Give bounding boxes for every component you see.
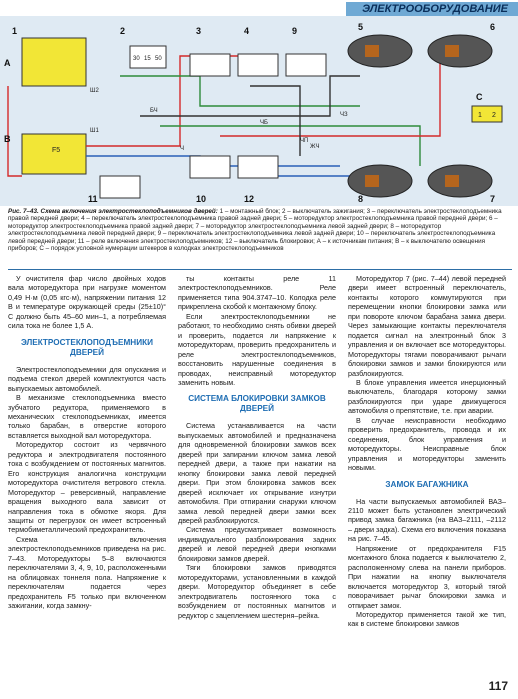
divider-line xyxy=(8,269,512,270)
label-3: 3 xyxy=(196,26,202,36)
label-11: 11 xyxy=(88,194,98,204)
paragraph: Моторедуктор 7 (рис. 7–44) левой передней двери имеет встроенный переключатель, контакты которого коммутируются при перемещении кнопки блокировки замка или при повороте ключом барабана замка двери. Через замыкающие контакты переключателя подается сигнал на электронный блок 3 управления и он включает все моторедукторы. Моторедукторы тягами поворачивают рычаги блокировки замков и замки блокируются или разблокируются. xyxy=(348,274,506,378)
label-a: A xyxy=(4,58,11,68)
motor-6 xyxy=(428,35,492,67)
figure-caption xyxy=(8,208,512,252)
paragraph: В блоке управления имеется инерционный выключатель, благодаря которому замки разблокируются при ударе движущегося автомобиля о препятствие, т.е. при аварии. xyxy=(348,377,506,416)
fuse-block xyxy=(22,134,86,174)
label-12: 12 xyxy=(244,194,255,204)
motor-6-gear xyxy=(445,45,459,57)
ignition-pins xyxy=(133,56,162,62)
paragraph: Схема включения электростеклоподъемников приведена на рис. 7–43. Моторедукторы 5–8 включаются переключателями 3, 4, 9, 10, расположенными на облицовках тоннеля пола. Напряжение к переключателям подается через предохранитель F5 только при включенном зажигании, когда замкну- xyxy=(8,534,166,611)
label-8: 8 xyxy=(358,194,364,204)
paragraph: Напряжение от предохранителя F15 монтажного блока подается к выключателю 2, расположенному слева на панели приборов. При нажатии на кнопку выключателя включается моторедуктор 3, который тягой поворачивает рычаг блокировки замка и отпирает замок. xyxy=(348,543,506,610)
switch-9 xyxy=(286,54,326,76)
fuse-label: F5 xyxy=(52,147,61,154)
paragraph: Система устанавливается на части выпускаемых автомобилей и предназначена для одновременной блокировки замков всех дверей при запирании ключом замка левой передней двери, а также при нажатии на кнопку блокировки замка левой передней двери. При этом блокировка замков всех дверей исключает их открывание изнутри автомобиля. При отпирании снаружи ключом замка левой передней двери замки всех дверей разблокируются. xyxy=(178,421,336,525)
connector-c xyxy=(472,106,502,122)
motor-7 xyxy=(348,165,412,197)
motor-7-gear xyxy=(365,175,379,187)
motor-5 xyxy=(348,35,412,67)
switch-4 xyxy=(238,54,278,76)
pin-50: 50 xyxy=(155,56,162,62)
paragraph: На части выпускаемых автомобилей ВАЗ–2110 может быть установлен электрический привод замка багажника (на ВАЗ–2111, –2112 – двери задка). Схема его включения показана на рис. 7–45. xyxy=(348,496,506,544)
pin-15: 15 xyxy=(144,56,151,62)
label-c: C xyxy=(476,92,483,102)
switch-12 xyxy=(238,156,278,178)
wiring-diagram xyxy=(0,16,518,206)
wire-code-chb: ЧБ xyxy=(260,120,268,126)
paragraph: Тяги блокировки замков приводятся моторедукторами, установленными в каждой двери. Моторедуктор объединяет в себе электродвигатель постоянного тока с возбуждением от постоянных магнитов и редуктор с зацеплением шестерня–рейка. xyxy=(178,563,336,620)
text-column-2 xyxy=(178,274,336,620)
mounting-block xyxy=(22,38,86,86)
label-9: 9 xyxy=(292,26,298,36)
wire-code-bch: БЧ xyxy=(150,108,158,114)
paragraph: В механизме стеклоподъемника вместо зубчатого редуктора, применяемого в механических стеклоподъемниках, имеется только барабан, в отверстие которого вставляется выходной вал моторедуктора. xyxy=(8,393,166,440)
motor-5-gear xyxy=(365,45,379,57)
connector-pin-2: 2 xyxy=(492,112,496,119)
label-b: B xyxy=(4,134,11,144)
section-heading: ЭЛЕКТРОСТЕКЛОПОДЪЕМНИКИ ДВЕРЕЙ xyxy=(21,337,153,357)
section-heading: ЗАМОК БАГАЖНИКА xyxy=(385,479,469,489)
paragraph: В случае неисправности необходимо проверить предохранитель, провода и их соединения, блок управления и моторедукторы. Неисправные блок управления и моторедукторы заменить новыми. xyxy=(348,415,506,473)
paragraph: Моторедуктор состоит из червячного редуктора и электродвигателя постоянного тока с возбуждением от постоянных магнитов. Его конструкция аналогична конструкции моторедуктора очистителя ветрового стекла. Моторедуктор – реверсивный, направление вращения выходного вала зависит от направления тока в обмотке якоря. Для защиты от перегрузок он имеет встроенный термобиметаллический предохранитель. xyxy=(8,440,166,535)
caption-text: 1 – монтажный блок; 2 – выключатель зажигания; 3 – переключатель электростеклоподъемника правой передней двери; 4 – переключатель электростеклоподъемника правой задней двери; 5 – мотоpедуктор электростеклоподъемника правой передней двери; 6 – мотоpедуктор электростеклоподъемника правой задней двери; 7 – мотоpедуктор электростеклоподъемника левой задней двери; 8 – мотоpедуктор электростеклоподъемника левой передней двери; 9 – переключатель электростеклоподъемника левой задней двери; 10 – переключатель электростеклоподъемника левой передней двери; 11 – реле включения электростеклоподъемников; 12 – выключатель блокировки; А – к источникам питания; В – к выключателю освещения приборов; С – порядок условной нумерации штекеров в колодках электростеклоподъемников xyxy=(8,208,502,253)
label-10: 10 xyxy=(196,194,207,204)
wire-code-ch: Ч xyxy=(180,146,184,152)
paragraph: У очистителя фар число двойных ходов вала моторедуктора при нагрузке моментом 0,49 Н·м (0,05 кгс·м), напряжении питания 12 В и температуре окружающей среды (25±10)° С должно быть 45–60 мин–1, а потребляемая сила тока не более 1,5 А. xyxy=(8,274,166,331)
label-1: 1 xyxy=(12,26,18,36)
wire-code-sh1: Ш1 xyxy=(90,128,99,134)
connector-pin-1: 1 xyxy=(478,112,482,119)
section-title: ЭЛЕКТРООБОРУДОВАНИЕ xyxy=(362,3,508,15)
paragraph: Моторедуктор применяется такой же тип, как в системе блокировки замков xyxy=(348,609,506,629)
wire-code-chp: ЧП xyxy=(300,138,309,144)
caption-title: Рис. 7–43. Схема включения электростеклоподъемников дверей: xyxy=(8,208,218,215)
relay-11 xyxy=(100,176,140,198)
switch-3 xyxy=(190,54,230,76)
label-4: 4 xyxy=(244,26,250,36)
wire-code-zhch: ЖЧ xyxy=(310,144,320,150)
motor-8 xyxy=(428,165,492,197)
label-2: 2 xyxy=(120,26,126,36)
wire-code-chz: ЧЗ xyxy=(340,112,348,118)
wire-code-sh2: Ш2 xyxy=(90,88,99,94)
switch-10 xyxy=(190,156,230,178)
page-number: 117 xyxy=(488,679,508,693)
section-heading: СИСТЕМА БЛОКИРОВКИ ЗАМКОВ ДВЕРЕЙ xyxy=(188,394,326,414)
paragraph: Система предусматривает возможность индивидуального разблокирования задних дверей и левой передней двери кнопками блокировки замков дверей. xyxy=(178,525,336,563)
text-column-1 xyxy=(8,274,166,611)
paragraph: Если электростеклоподъемники не работают, то необходимо снять обивки дверей и проверить, подается ли напряжение к моторедукторам, проверить предохранитель и реле электростеклоподъемников, восстановить нарушенные соединения в проводах, неисправный моторедуктор заменить новым. xyxy=(178,311,336,387)
pin-30: 30 xyxy=(133,56,140,62)
label-7: 7 xyxy=(490,194,496,204)
paragraph: Электростеклоподъемники для опускания и подъема стекол дверей комплектуются часть выпускаемых автомобилей. xyxy=(8,364,166,393)
motor-8-gear xyxy=(445,175,459,187)
label-5: 5 xyxy=(358,22,364,32)
label-6: 6 xyxy=(490,22,496,32)
paragraph: ты контакты реле 11 электростеклоподъемников. Реле применяется типа 904.3747–10. Колодка реле прикреплена скобой к монтажному блоку. xyxy=(178,274,336,312)
text-column-3 xyxy=(348,274,506,629)
